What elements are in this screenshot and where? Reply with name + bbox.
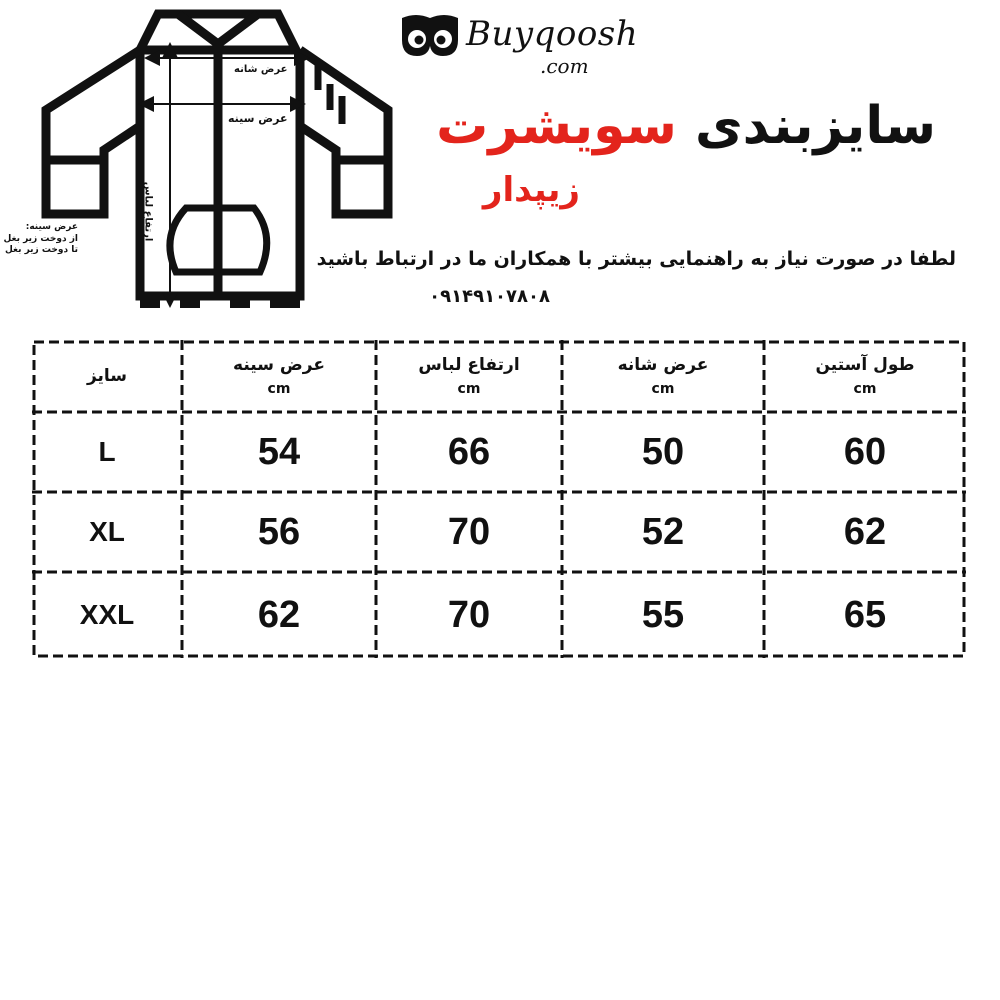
table-cell-sleeve: 65 bbox=[843, 593, 887, 636]
title-prefix: سایزبندی bbox=[695, 96, 936, 156]
header-chest: عرض سینه cm bbox=[233, 355, 325, 397]
hoodie-diagram bbox=[0, 0, 400, 330]
title-highlight: سویشرت bbox=[436, 96, 677, 156]
header-size: سایز bbox=[86, 366, 128, 386]
chest-note-text: از دوخت زیر بغل تا دوخت زیر بغل bbox=[3, 233, 78, 256]
brand-domain: .com bbox=[540, 54, 589, 78]
table-cell-chest: 62 bbox=[257, 593, 301, 636]
table-cell-chest: 54 bbox=[257, 430, 301, 473]
owl-eyes-icon bbox=[402, 15, 458, 56]
page-title bbox=[436, 96, 936, 156]
table-row-size: L bbox=[98, 436, 116, 467]
header-shoulder: عرض شانه cm bbox=[617, 355, 709, 397]
chest-note bbox=[0, 222, 78, 257]
header-length: ارتفاع لباس cm bbox=[418, 355, 520, 397]
brand-name: Buyqoosh bbox=[466, 14, 639, 54]
table-cell-length: 70 bbox=[447, 510, 491, 553]
chest-width-label: عرض سینه bbox=[228, 112, 288, 125]
table-cell-shoulder: 50 bbox=[641, 430, 685, 473]
table-cell-length: 70 bbox=[447, 593, 491, 636]
chest-note-title: عرض سینه: bbox=[25, 222, 78, 232]
table-row-size: XL bbox=[89, 516, 125, 547]
table-cell-sleeve: 62 bbox=[843, 510, 887, 553]
page-subtitle: زیپدار bbox=[482, 170, 580, 210]
header-sleeve: طول آستین cm bbox=[815, 355, 915, 397]
table-cell-length: 66 bbox=[447, 430, 491, 473]
table-cell-chest: 56 bbox=[257, 510, 301, 553]
shoulder-width-label: عرض شانه bbox=[234, 64, 288, 75]
contact-phone: ۰۹۱۴۹۱۰۷۸۰۸ bbox=[429, 286, 550, 307]
size-table bbox=[32, 340, 966, 658]
table-row-size: XXL bbox=[79, 599, 135, 630]
table-cell-shoulder: 55 bbox=[641, 593, 685, 636]
contact-text: لطفا در صورت نیاز به راهنمایی بیشتر با همکاران ما در ارتباط باشید bbox=[316, 248, 956, 270]
table-cell-sleeve: 60 bbox=[843, 430, 887, 473]
garment-length-label: ارتفاع لباس bbox=[142, 181, 154, 242]
table-cell-shoulder: 52 bbox=[641, 510, 685, 553]
